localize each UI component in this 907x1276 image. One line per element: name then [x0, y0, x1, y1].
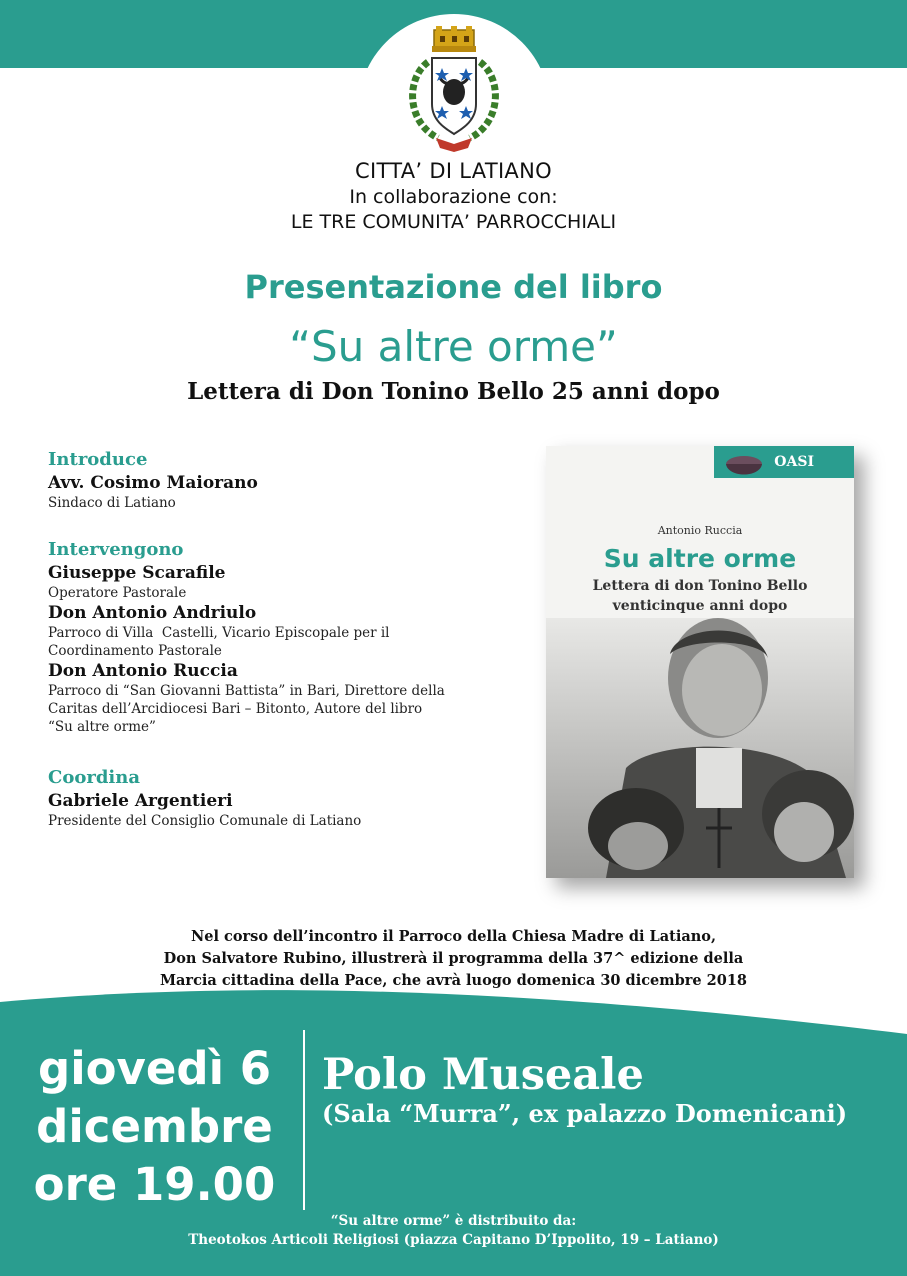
speaker-role: Parroco di “San Giovanni Battista” in Bari, Direttore della Caritas dell’Arcidiocesi Bari – Bitonto, Autore del libro “Su altre orme” — [48, 683, 445, 735]
speaker-name: Gabriele Argentieri — [48, 791, 233, 811]
divider — [303, 1030, 305, 1210]
date-line: ore 19.00 — [33, 1158, 276, 1211]
event-kind: Presentazione del libro — [244, 268, 663, 306]
cover-photo — [546, 618, 854, 878]
notice-line: Don Salvatore Rubino, illustrerà il programma della 37^ edizione della — [163, 950, 744, 967]
speaker-role: Sindaco di Latiano — [48, 495, 176, 511]
coordina-heading: Coordina — [48, 767, 140, 788]
distribution-info — [0, 1212, 907, 1250]
event-date — [22, 1040, 287, 1214]
intervengono-heading: Intervengono — [48, 539, 184, 560]
book-title: “Su altre orme” — [289, 322, 618, 371]
communities-name: LE TRE COMUNITA’ PARROCCHIALI — [290, 211, 617, 233]
city-name: CITTA’ DI LATIANO — [355, 159, 552, 183]
cover-subtitle-line: venticinque anni dopo — [612, 598, 788, 614]
distribution-line: “Su altre orme” è distribuito da: — [330, 1213, 577, 1229]
organizers-block — [0, 158, 907, 235]
book-subtitle: Lettera di Don Tonino Bello 25 anni dopo — [187, 378, 720, 405]
collaboration-label: In collaborazione con: — [349, 186, 558, 208]
cover-subtitle — [546, 576, 854, 616]
venue-name: Polo Museale — [322, 1050, 644, 1100]
speaker-name: Giuseppe Scarafile — [48, 563, 226, 583]
publisher-name: OASI — [774, 454, 814, 470]
distribution-line: Theotokos Articoli Religiosi (piazza Capitano D’Ippolito, 19 – Latiano) — [188, 1232, 719, 1248]
speaker-name: Don Antonio Andriulo — [48, 603, 257, 623]
cover-subtitle-line: Lettera di don Tonino Bello — [592, 578, 808, 594]
speaker-role: Operatore Pastorale — [48, 585, 187, 601]
speaker-role: Presidente del Consiglio Comunale di Latiano — [48, 813, 362, 829]
book-cover-image — [546, 446, 854, 878]
notice-line: Nel corso dell’incontro il Parroco della Chiesa Madre di Latiano, — [190, 928, 716, 945]
cover-author: Antonio Ruccia — [657, 524, 743, 537]
city-crest-icon — [398, 26, 510, 154]
speaker-name: Don Antonio Ruccia — [48, 661, 238, 681]
speakers-list — [48, 448, 518, 830]
speaker-name: Avv. Cosimo Maiorano — [48, 473, 258, 493]
speaker-role: Parroco di Villa Castelli, Vicario Episcopale per il Coordinamento Pastorale — [48, 625, 390, 659]
date-line: giovedì 6 — [37, 1042, 272, 1095]
venue-detail: (Sala “Murra”, ex palazzo Domenicani) — [322, 1099, 848, 1128]
date-line: dicembre — [36, 1100, 273, 1153]
event-notice — [0, 926, 907, 992]
bowl-icon — [724, 452, 764, 484]
notice-line: Marcia cittadina della Pace, che avrà luogo domenica 30 dicembre 2018 — [159, 972, 748, 989]
cover-title: Su altre orme — [603, 544, 797, 573]
introduce-heading: Introduce — [48, 449, 148, 470]
